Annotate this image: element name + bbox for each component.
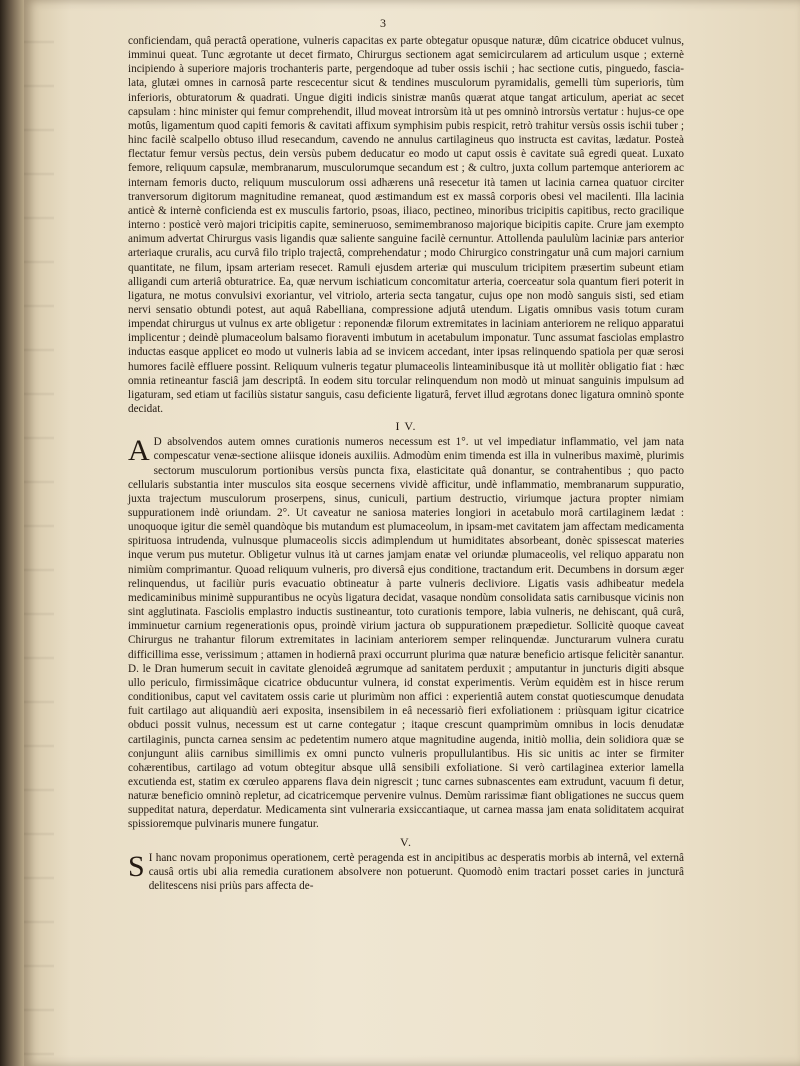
book-page bbox=[24, 0, 800, 1066]
dropcap-a: A bbox=[128, 434, 150, 468]
page-text-block bbox=[128, 34, 684, 893]
paragraph-3 bbox=[128, 851, 684, 893]
section-heading-v: V. bbox=[399, 834, 413, 849]
paragraph-1: conficiendam, quâ peractâ operatione, vulneris capacitas ex parte obtegatur opusque naturæ, dûm cicatrice obducet vulnus, imminui queat. Tunc ægrotante ut decet firmato, Chirurgus sectionem agat semicircularem ad articulum usque ; externè incipiendo à superiore majoris trochanteris parte, pergendoque ad tuber ossis ischii ; hac sectione cutis, pinguedo, fascia-lata, glutæi omnes in carnosâ parte rescecentur sicut & tendines musculorum pyramidalis, gemelli tùm superioris, tùm inferioris, obturatorum & quadrati. Ungue digiti indicis sinistræ manûs quærat atque tangat articulum, aperiat ac secet capsulam : hinc minister qui femur comprehendit, illud moveat introrsùm ità ut pes omninò introrsùs vertatur : hujus-ce ope motûs, ligamentum quod capiti femoris & cavitati affixum symphisim pubis respicit, retrò trahitur versùs ossis ischii tuber ; hinc facilè scalpello obtuso illud resecandum, cavendo ne annulus cartilagineus quo instructa est cavitas, lædatur. Posteà flectatur femur versùs pectus, dein versùs pubem deducatur eo modo ut caput ossis è cavitate suâ egredi queat. Luxato femore, reliquum capsulæ, membranarum, musculorumque secandum est ; & cultro, juxta collum partemque anteriorem ac internam femoris ducto, reliquum musculorum ossi adhærens unâ resecetur ità tamen ut lacinia carnea quatuor circiter tranversorum digitorum magnitudine remaneat, quod æstimandum est ex massâ corporis obesi vel macilenti. Illa lacinia anticè & internè conficienda est ex musculis fartorio, psoas, iliaco, pectineo, minoribus tricipitis capitibus, recto gracilique interno : posticè verò majori tricipitis capite, semineruoso, semimembranoso majorique bicipitis capite. Crure jam exempto animum advertat Chirurgus vasis ligandis quæ saliente sanguine facilè cernuntur. Attollenda paululùm laciniæ pars anterior arteriaque cruralis, acu curvâ filo triplo trajectâ, comprehendatur ; modo Chirurgico constringatur unâ cum majori carnium quantitate, ne filum, ipsam arteriam resecet. Ramuli ejusdem arteriæ qui musculum tricipitem præsertim subeunt etiam alligandi cum arteriâ obturatrice. Ea, quæ nervum ischiaticum concomitatur arteria, coerceatur sola quantum fieri poterit in ligatura, ne motus convulsivi exoriantur, vel vitriolo, arteria secta tangatur, cujus ope non modò sanguis sisti, sed etiam nervi sensatio obtundi potest, aut aquâ Rabelliana, compressione adjutâ utendum. Ligatis omnibus vasis totum curam impendat chirurgus ut vulnus ex arte obligetur : reponendæ filorum extremitates in laciniam anteriorem ne reliquo apparatui implicentur ; deindè plumaceolum balsamo fioraventi imbutum in acetabulum imponatur. Tunc assumat fasciolas emplastro inductas easque applicet eo modo ut vulneris labia ad se invicem accedant, inter ipsas relinquendo spatiola per quæ serosi humores facilè effluere possint. Reliquum vulneris tegatur plumaceolis linteaminibusque ità ut mollitèr obligatio fiat : hæc omnia retineantur fasciâ jam descriptâ. In eodem situ torcular relinquendum non modò ut minuat sanguinis impulsum ad ligaturam, sed etiam ut faciliùs sistatur sanguis, casu deficiente ligaturâ, fervet illud ægrotans donec ligatura omninò sponte decidat. bbox=[128, 35, 684, 416]
section-heading-iv: I V. bbox=[395, 419, 417, 434]
book-gutter bbox=[0, 0, 24, 1066]
page-number: 3 bbox=[380, 16, 386, 30]
page-edge-shadow bbox=[24, 0, 54, 1066]
dropcap-s: S bbox=[128, 849, 145, 883]
paragraph-3-text: I hanc novam proponimus operationem, certè peragenda est in ancipitibus ac desperatis morbis ab internâ, vel externâ causâ ortis ubi alia remedia curationem absolvere non potuerunt. Quomodò enim tractari posset caries in juncturâ delitescens nisi priùs pars affecta de- bbox=[148, 851, 684, 892]
paragraph-2-text: D absolvendos autem omnes curationis numeros necessum est 1°. ut vel impediatur inflammatio, vel jam nata compescatur venæ-sectione aliisque idoneis auxiliis. Admodùm enim timenda est illa in vulneribus maximè, plurimis sectorum musculorum portionibus versùs puncta fixa, elasticitate quâ donantur, se contrahentibus ; quo pacto cellularis substantia inter musculos sita eosque secernens vividè afficitur, undè inflammatio, membranarum suppuratio, juxta trajectum musculorum proserpens, sinus, cuniculi, partium destructio, viriumque jactura propter nimiam suppurationem indè oriundam. 2°. Ut caveatur ne saniosa materies longiori in acetabulo morâ cartilaginem lædat : unoquoque igitur die semèl quandòque bis mutandum est plumaceolum, in ipsam-met cavitatem jam affectam medicamenta spirituosa intrudenda, vulnusque plumaceolis siccis adimplendum ut humiditates absorbeant, donèc spissescat materies inque verum pus mutetur. Obligetur vulnus ità ut carnes jamjam enatæ vel oriundæ plumaceolis, vel reliquo apparatu non nimiùm comprimantur. Quoad reliquum vulneris, pro diversâ ejus conditione, tractandum erit. Decumbens in dorsum æger relinquendus, ut faciliùr puris evacuatio obtineatur à parte vulneris decliviore. Ligatis vasis adhibeatur medela medicaminibus minimè suppurantibus ne ocyùs ligatura decidat, vasaque nondùm consolidata satis carnibusque vicinis non sint agglutinata. Fasciolis emplastro inductis sustineantur, toto curationis tempore, labia vulneris, ne dehiscant, quâ curâ, imminuetur carnium regenerationis opus, proindè virium jactura ob suppurationem præpedietur. Sollicitè quoque caveat Chirurgus ne trahantur filorum extremitates in laciniam anteriorem semper relinquendæ. Juncturarum vulnera curatu difficillima esse, verissimum ; attamen in hodiernâ praxi occurrunt plurima quæ naturæ beneficio artisque felicitèr sanantur. D. le Dran humerum secuit in cavitate glenoideâ ægrumque ad sanitatem perduxit ; amputantur in juncturis digiti absque ullo periculo, firmissimâque cicatrice obducuntur vulnera, id constat experimentis. Verùm equidèm est in hisce rerum conditionibus, caput vel cavitatem ossis carie ut plurimùm non affici : experientiâ autem constat quotiescumque denudata fuit cartilago aut aliquandiù aeri exposita, insensibilem in eâ necessariò fieri exfoliationem : priùsquam igitur cicatrice obduci possit vulnus, necessum est ut carne contegatur ; itaque crescunt quamprimùm omnibus in locis denudatæ cartilaginis, puncta carnea sensim ac pedetentim numero atque magnitudine augenda, initiò mollia, dein solidiora quæ se conjungunt aliis carnibus simillimis ex omni puncto vulneris propullulantibus. His sic unitis ac inter se firmiter cohærentibus, cartilago ad votum obtegitur absque ullâ sensibili exfoliatione. Si verò cartilaginea exterior lamella excutienda est, statim ex cœruleo apparens flava dein nigrescit ; tunc carnes subnascentes eam extrudunt, vacuum fi detur, naturæ beneficio omninò repletur, ad cicatricemque pervenire vulnus. Demùm rarissimæ fiant obligationes ne succus quem suppeditat natura, deperdatur. Medicamenta sint vulneraria exsiccantiaque, ut carnea massa jam enata soliditatem acquirat spissioremque pulvinaris munere fungatur. bbox=[128, 436, 684, 831]
paragraph-2 bbox=[128, 435, 684, 831]
